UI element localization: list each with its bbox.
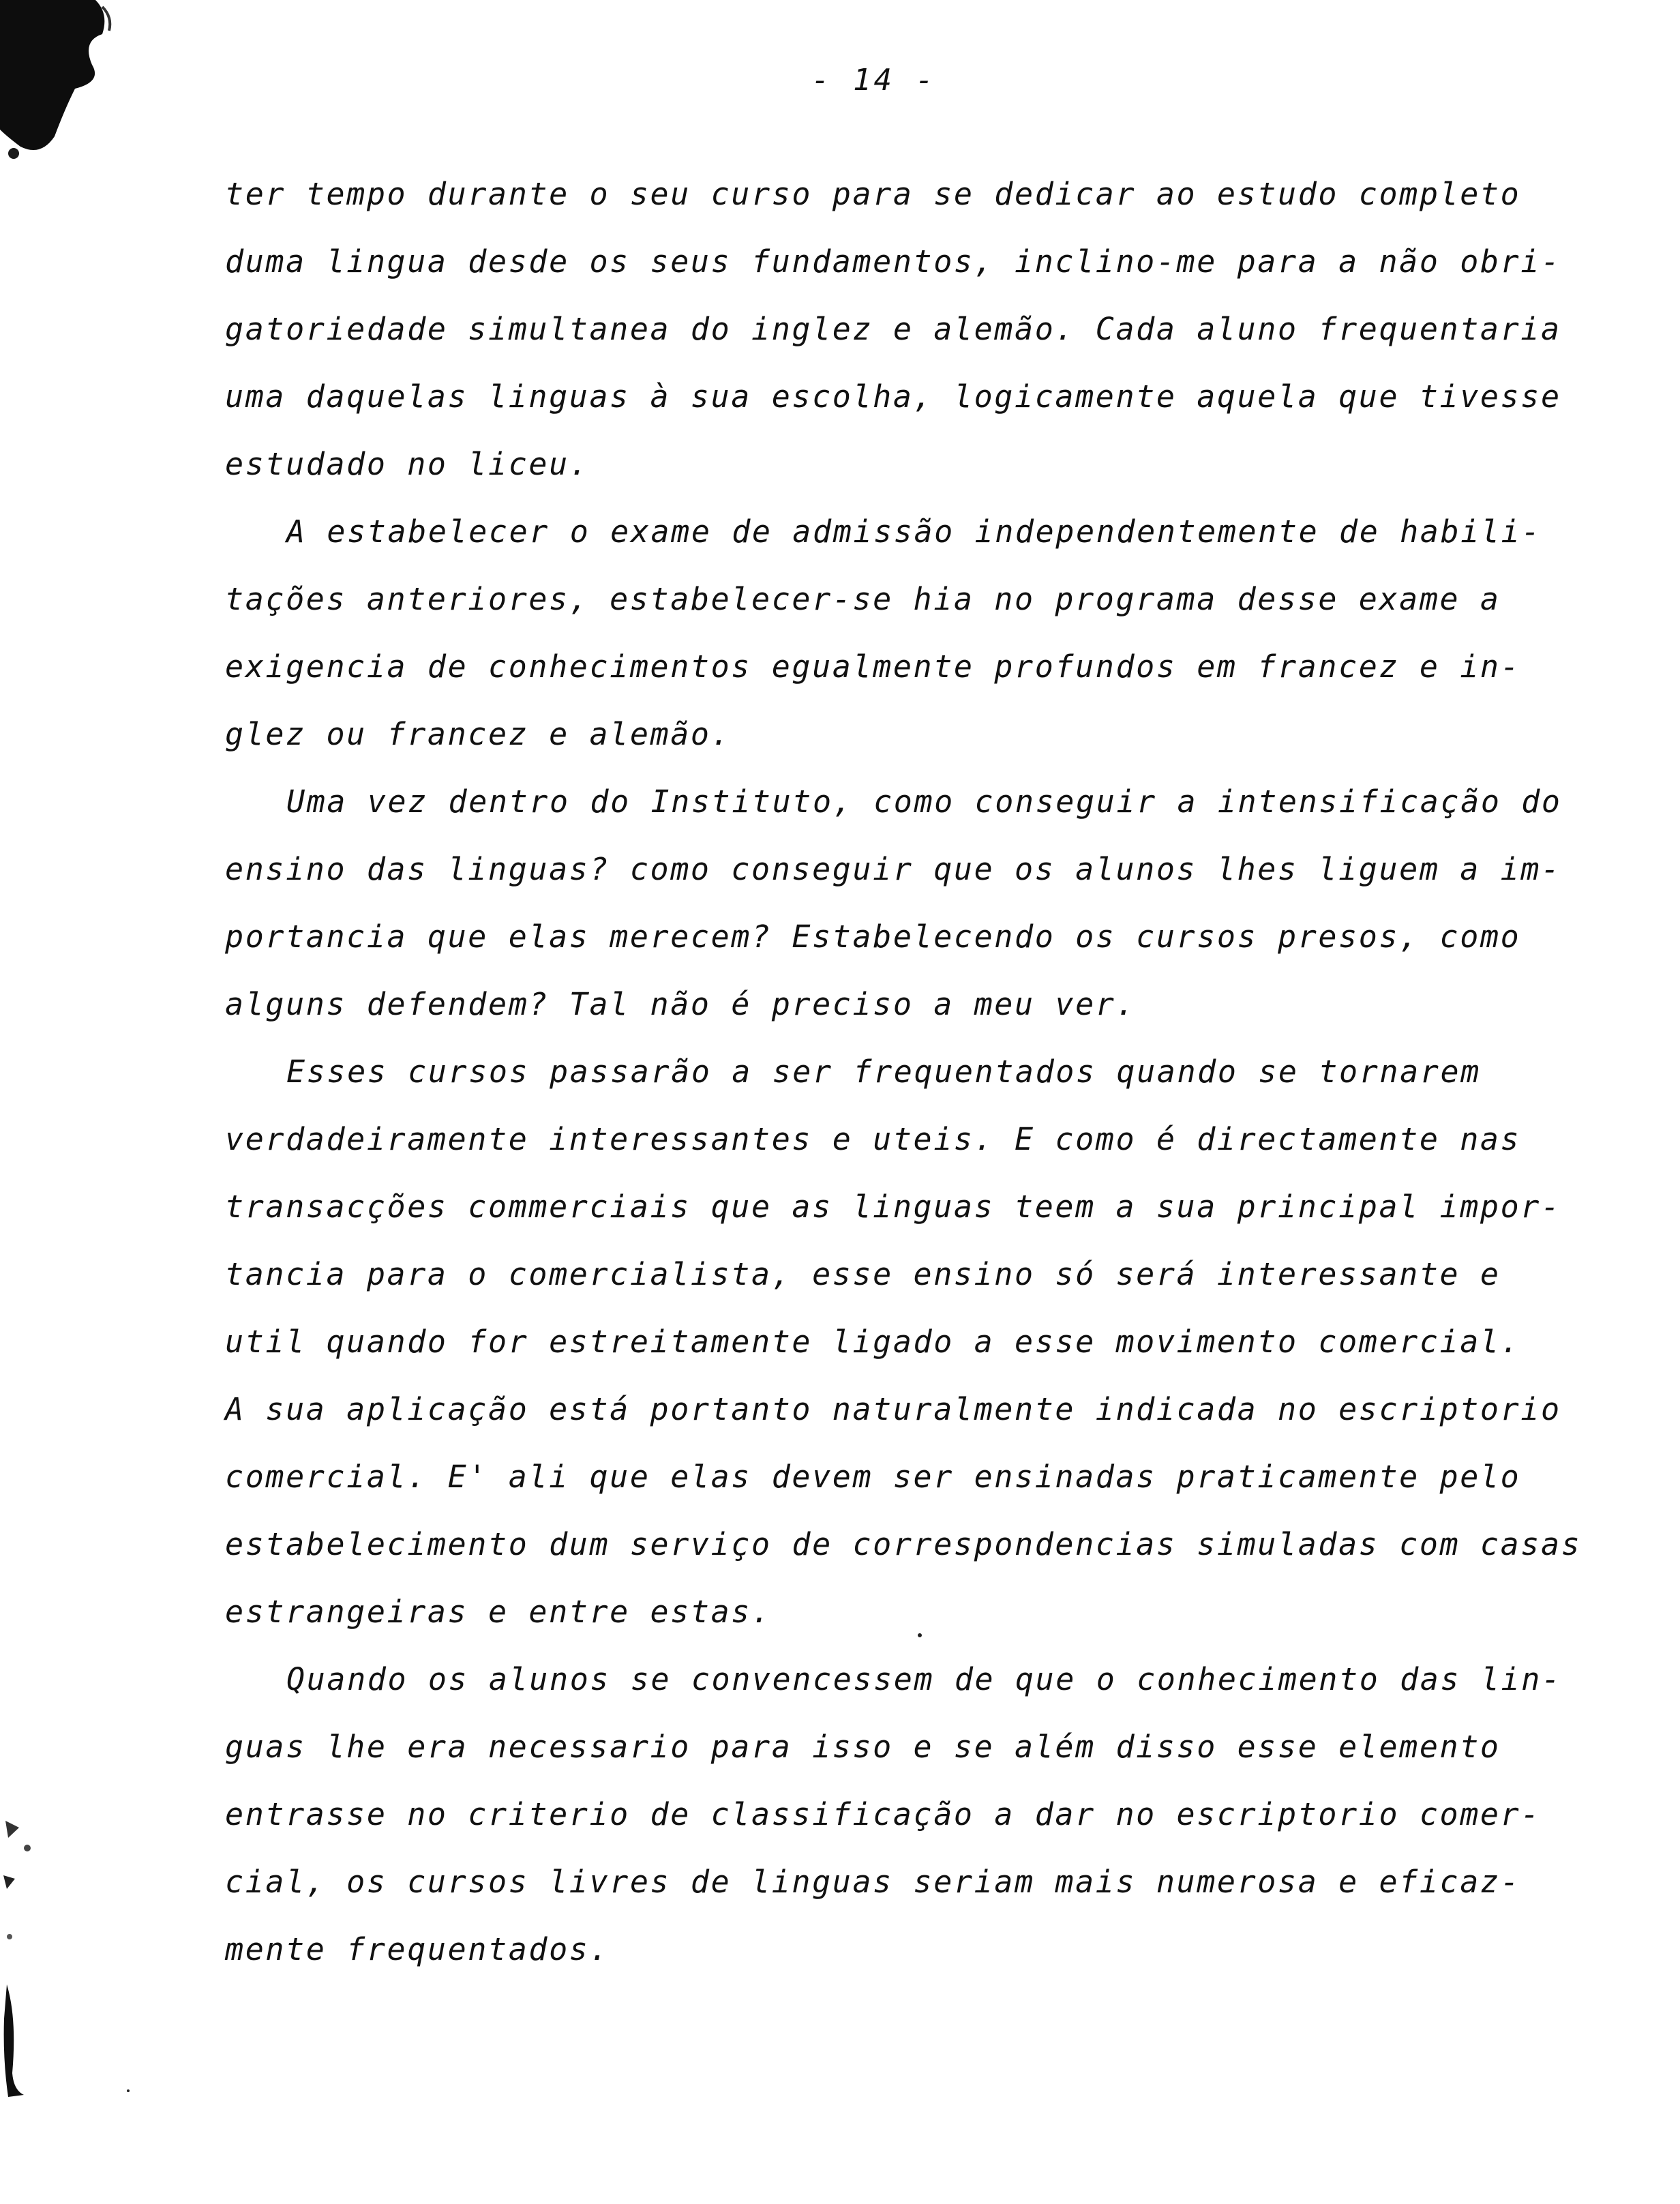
paragraph bbox=[225, 1038, 1582, 1645]
paragraph bbox=[225, 498, 1582, 768]
text-line: portancia que elas merecem? Estabelecendo os cursos presos, como bbox=[225, 919, 1521, 955]
text-line: mente frequentados. bbox=[225, 1931, 610, 1967]
text-line: estudado no liceu. bbox=[225, 446, 590, 482]
text-line: glez ou francez e alemão. bbox=[225, 716, 732, 752]
text-line: uma daquelas linguas à sua escolha, logicamente aquela que tivesse bbox=[225, 378, 1561, 415]
text-line: ter tempo durante o seu curso para se dedicar ao estudo completo bbox=[225, 176, 1521, 212]
text-line: alguns defendem? Tal não é preciso a meu ver. bbox=[225, 986, 1137, 1022]
text-line: estrangeiras e entre estas. bbox=[225, 1594, 772, 1630]
text-line: ensino das linguas? como conseguir que os alunos lhes liguem a im- bbox=[225, 851, 1561, 887]
text-line: tações anteriores, estabelecer-se hia no programa desse exame a bbox=[225, 581, 1501, 617]
scan-edge-marks bbox=[0, 1814, 55, 2100]
text-line: exigencia de conhecimentos egualmente profundos em francez e in- bbox=[225, 649, 1521, 685]
ink-smudge bbox=[0, 0, 116, 164]
text-line: verdadeiramente interessantes e uteis. E como é directamente nas bbox=[225, 1121, 1521, 1157]
paragraph bbox=[225, 160, 1582, 498]
text-line: A estabelecer o exame de admissão independentemente de habili- bbox=[286, 513, 1542, 550]
paragraph bbox=[225, 768, 1582, 1038]
text-line: util quando for estreitamente ligado a esse movimento comercial. bbox=[225, 1324, 1521, 1360]
text-line: Uma vez dentro do Instituto, como conseguir a intensificação do bbox=[286, 784, 1562, 820]
text-line: Quando os alunos se convencessem de que o conhecimento das lin- bbox=[286, 1661, 1562, 1697]
text-line: duma lingua desde os seus fundamentos, inclino-me para a não obri- bbox=[225, 243, 1561, 280]
page-number: - 14 - bbox=[811, 63, 936, 98]
text-line: A sua aplicação está portanto naturalmente indicada no escriptorio bbox=[225, 1391, 1561, 1427]
text-line: gatoriedade simultanea do inglez e alemão. Cada aluno frequentaria bbox=[225, 311, 1561, 347]
text-line: tancia para o comercialista, esse ensino só será interessante e bbox=[225, 1256, 1501, 1292]
text-line: guas lhe era necessario para isso e se além disso esse elemento bbox=[225, 1729, 1501, 1765]
text-line: cial, os cursos livres de linguas seriam mais numerosa e eficaz- bbox=[225, 1864, 1521, 1900]
text-line: estabelecimento dum serviço de correspondencias simuladas com casas bbox=[225, 1526, 1582, 1562]
text-line: Esses cursos passarão a ser frequentados quando se tornarem bbox=[286, 1054, 1481, 1090]
paragraph bbox=[225, 1645, 1582, 1983]
body-text bbox=[225, 160, 1582, 1983]
text-line: comercial. E' ali que elas devem ser ensinadas praticamente pelo bbox=[225, 1459, 1521, 1495]
text-line: entrasse no criterio de classificação a dar no escriptorio comer- bbox=[225, 1796, 1541, 1832]
speck bbox=[127, 2089, 130, 2092]
text-line: transacções commerciais que as linguas teem a sua principal impor- bbox=[225, 1189, 1561, 1225]
